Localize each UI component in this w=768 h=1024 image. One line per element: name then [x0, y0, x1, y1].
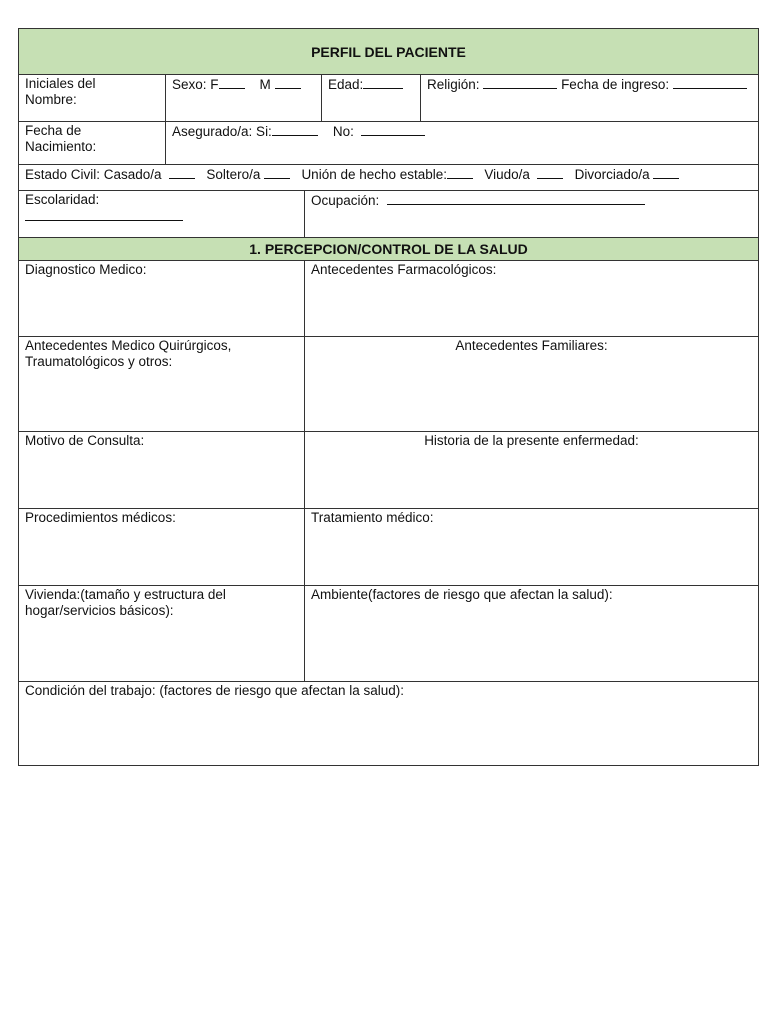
- identity-row: [19, 75, 758, 122]
- surgical-history-label-2: Traumatológicos y otros:: [25, 354, 173, 369]
- union-label: Unión de hecho estable:: [301, 167, 448, 182]
- surgical-history-cell[interactable]: [19, 337, 305, 431]
- sex-label: Sexo: F: [172, 77, 219, 92]
- housing-label: Vivienda:(tamaño y estructura del: [25, 587, 226, 602]
- environment-cell[interactable]: [305, 586, 758, 681]
- consult-reason-cell[interactable]: [19, 432, 305, 508]
- initials-label: Iniciales del: [25, 76, 96, 91]
- civil-status-row: [19, 165, 758, 191]
- environment-label: Ambiente(factores de riesgo que afectan la salud):: [311, 587, 613, 602]
- religion-label: Religión:: [427, 77, 480, 92]
- housing-label-2: hogar/servicios básicos):: [25, 603, 174, 618]
- diagnosis-row: [19, 261, 758, 337]
- history-row: [19, 337, 758, 432]
- birth-insured-row: [19, 122, 758, 165]
- age-cell: [322, 75, 421, 121]
- work-condition-row: [19, 682, 758, 765]
- civil-status-cell: [19, 165, 758, 190]
- married-label: Estado Civil: Casado/a: [25, 167, 162, 182]
- insured-yes-blank[interactable]: [272, 123, 318, 136]
- diagnosis-label: Diagnostico Medico:: [25, 262, 147, 277]
- schooling-label: Escolaridad:: [25, 192, 100, 207]
- treatment-label: Tratamiento médico:: [311, 510, 434, 525]
- consult-reason-label: Motivo de Consulta:: [25, 433, 145, 448]
- insured-no-blank[interactable]: [361, 123, 425, 136]
- admission-date-label: Fecha de ingreso:: [561, 77, 670, 92]
- procedures-cell[interactable]: [19, 509, 305, 585]
- form-title-row: [19, 29, 758, 75]
- schooling-blank[interactable]: [25, 208, 183, 221]
- age-label: Edad:: [328, 77, 364, 92]
- treatment-cell[interactable]: [305, 509, 758, 585]
- birth-date-label-2: Nacimiento:: [25, 139, 97, 154]
- initials-label-2: Nombre:: [25, 92, 77, 107]
- sex-cell: [166, 75, 322, 121]
- schooling-cell: [19, 191, 305, 237]
- sex-f-blank[interactable]: [219, 76, 245, 89]
- form-title: PERFIL DEL PACIENTE: [311, 43, 466, 60]
- procedures-row: [19, 509, 758, 586]
- single-label: Soltero/a: [206, 167, 261, 182]
- consult-row: [19, 432, 758, 509]
- pharma-history-cell[interactable]: [305, 261, 758, 336]
- illness-history-label: Historia de la presente enfermedad:: [424, 433, 639, 448]
- birth-date-cell[interactable]: [19, 122, 166, 164]
- birth-date-label: Fecha de: [25, 123, 82, 138]
- schooling-row: [19, 191, 758, 238]
- initials-cell[interactable]: [19, 75, 166, 121]
- occupation-label: Ocupación:: [311, 193, 380, 208]
- family-history-label: Antecedentes Familiares:: [455, 338, 608, 353]
- widow-label: Viudo/a: [484, 167, 530, 182]
- religion-blank[interactable]: [483, 76, 557, 89]
- occupation-cell: [305, 191, 758, 237]
- sex-m-blank[interactable]: [275, 76, 301, 89]
- single-blank[interactable]: [264, 166, 290, 179]
- sex-m-label: M: [259, 77, 271, 92]
- procedures-label: Procedimientos médicos:: [25, 510, 176, 525]
- patient-profile-form: [18, 28, 759, 766]
- admission-date-blank[interactable]: [673, 76, 747, 89]
- work-condition-cell[interactable]: [19, 682, 758, 765]
- age-blank[interactable]: [363, 76, 403, 89]
- insured-no-label: No:: [332, 124, 354, 139]
- work-condition-label: Condición del trabajo: (factores de riesgo que afectan la salud):: [25, 683, 404, 698]
- religion-cell: [421, 75, 758, 121]
- divorced-label: Divorciado/a: [574, 167, 650, 182]
- surgical-history-label: Antecedentes Medico Quirúrgicos,: [25, 338, 232, 353]
- section1-header: [19, 238, 758, 261]
- divorced-blank[interactable]: [653, 166, 679, 179]
- union-blank[interactable]: [447, 166, 473, 179]
- housing-cell[interactable]: [19, 586, 305, 681]
- insured-cell: [166, 122, 758, 164]
- family-history-cell[interactable]: [305, 337, 758, 431]
- diagnosis-cell[interactable]: [19, 261, 305, 336]
- section1-title: 1. PERCEPCION/CONTROL DE LA SALUD: [249, 241, 528, 257]
- illness-history-cell[interactable]: [305, 432, 758, 508]
- pharma-history-label: Antecedentes Farmacológicos:: [311, 262, 497, 277]
- housing-row: [19, 586, 758, 682]
- occupation-blank[interactable]: [387, 192, 645, 205]
- widow-blank[interactable]: [537, 166, 563, 179]
- insured-label: Asegurado/a: Si:: [172, 124, 272, 139]
- married-blank[interactable]: [169, 166, 195, 179]
